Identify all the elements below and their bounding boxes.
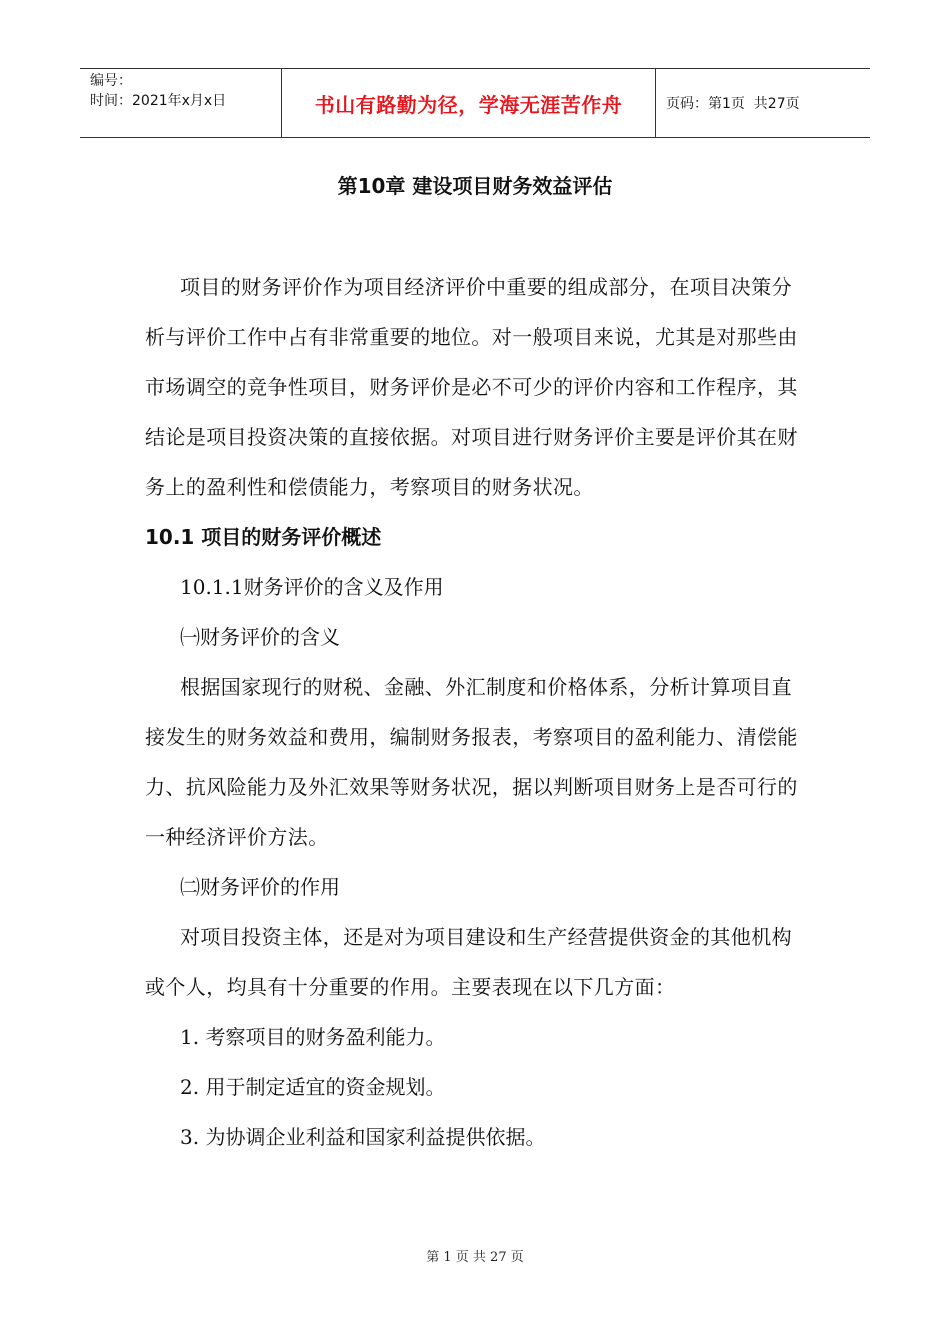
subsection-title: 10.1.1财务评价的含义及作用 <box>180 575 444 599</box>
chapter-title: 第10章 建设项目财务效益评估 <box>337 174 613 198</box>
list-item: 2. 用于制定适宜的资金规划。 <box>180 1075 446 1099</box>
intro-paragraph: 项目的财务评价作为项目经济评价中重要的组成部分，在项目决策分析与评价工作中占有非常重要的地位。对一般项目来说，尤其是对那些由市场调空的竞争性项目，财务评价是必不可少的评价内容和工作程序，其结论是项目投资决策的直接依据。对项目进行财务评价主要是评价其在财务上的盈利性和偿债能力，考察项目的财务状况。 <box>145 275 798 499</box>
document-body <box>145 262 807 1162</box>
item1-title: ㈠财务评价的含义 <box>180 625 340 649</box>
header-page-info: 页码：第1页 共27页 <box>666 96 800 112</box>
document-number-label: 编号： <box>90 73 132 89</box>
page-header <box>80 68 870 138</box>
header-meta <box>80 69 282 137</box>
item1-paragraph: 根据国家现行的财税、金融、外汇制度和价格体系，分析计算项目直接发生的财务效益和费用，编制财务报表，考察项目的盈利能力、清偿能力、抗风险能力及外汇效果等财务状况，据以判断项目财务上是否可行的一种经济评价方法。 <box>145 675 798 849</box>
list-item: 1. 考察项目的财务盈利能力。 <box>180 1025 446 1049</box>
page-footer: 第 1 页 共 27 页 <box>426 1250 524 1265</box>
section-title: 10.1 项目的财务评价概述 <box>145 525 382 549</box>
item2-paragraph: 对项目投资主体，还是对为项目建设和生产经营提供资金的其他机构或个人，均具有十分重要的作用。主要表现在以下几方面： <box>145 925 792 999</box>
header-page-info-cell <box>656 69 870 137</box>
item2-title: ㈡财务评价的作用 <box>180 875 340 899</box>
document-time-label: 时间：2021年x月x日 <box>90 93 227 109</box>
header-motto: 书山有路勤为径，学海无涯苦作舟 <box>314 92 623 117</box>
header-motto-cell <box>282 69 656 137</box>
list-item: 3. 为协调企业利益和国家利益提供依据。 <box>180 1125 546 1149</box>
